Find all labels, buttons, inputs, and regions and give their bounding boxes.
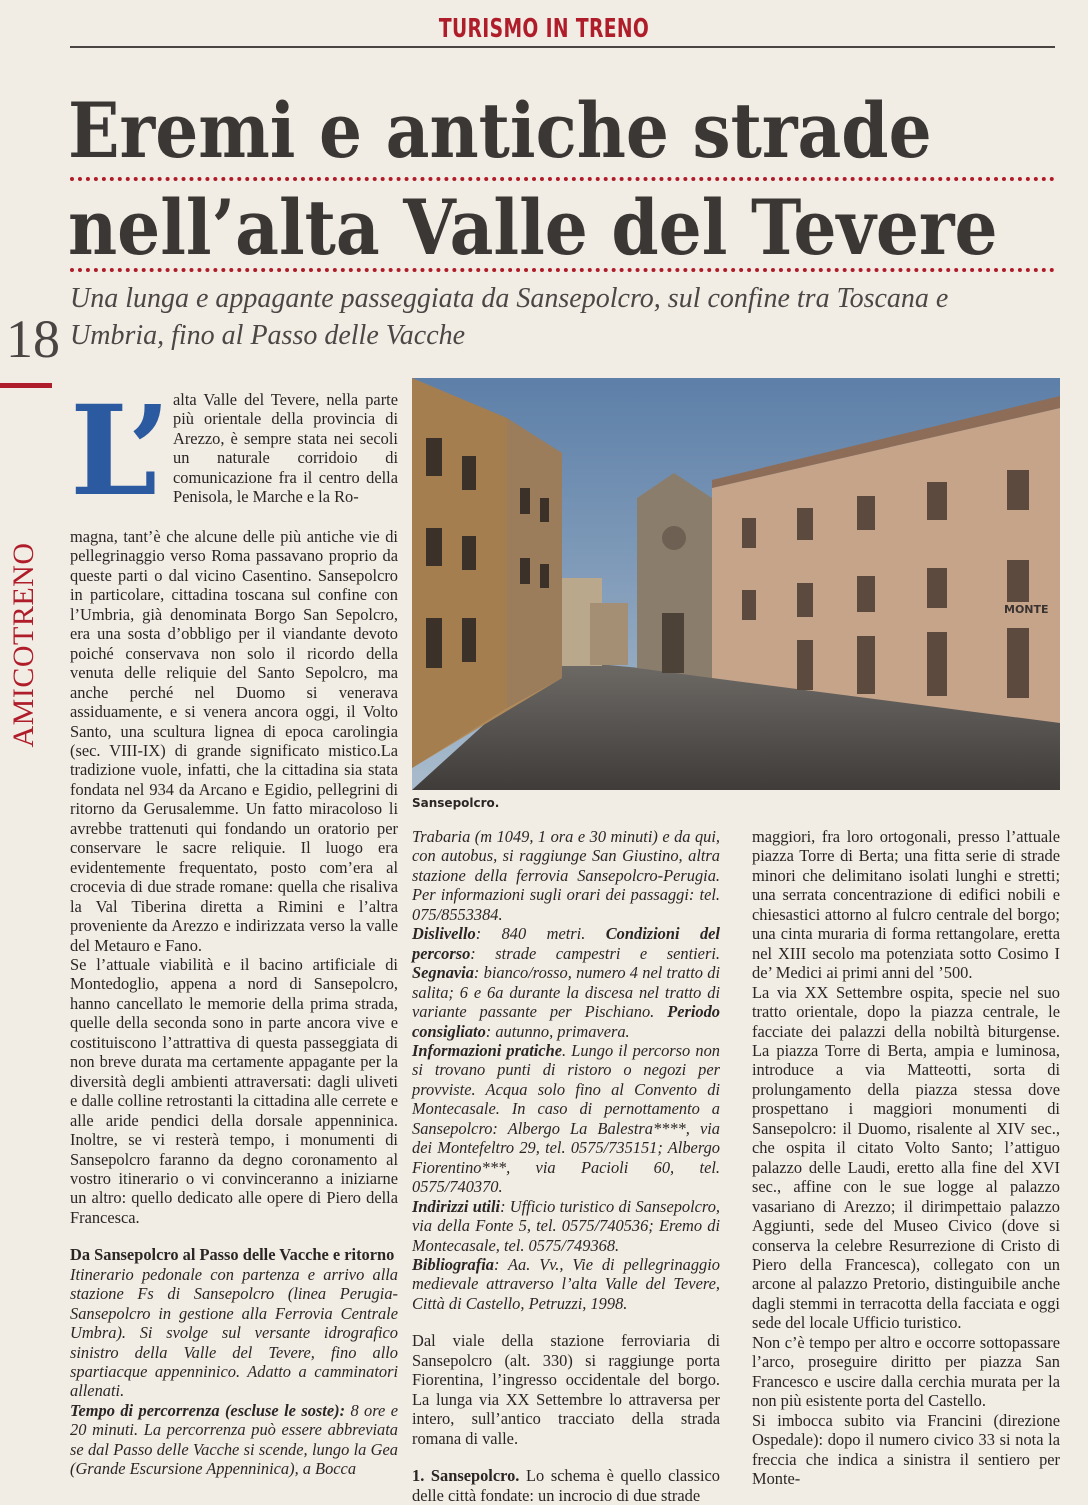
section-title: TURISMO IN TRENO — [438, 14, 650, 44]
intro-paragraph-2: Se l’attuale viabilità e il bacino artificiale di Montedoglio, appena a nord di Sansepolcro, hanno cancellato le memorie della prima strada, quelle della seconda sono in parte ancora vive e costituiscono l’attrattiva di questa passeggiata di non breve durata ma certamente appagante per la diversità degli ambienti attraversati: dagli uliveti e dalle colline retrostanti la cittadina alle cerrete e alle aride pendici della dorsale appenninica. Inoltre, se vi resterà tempo, i monumenti di Sansepolcro faranno da degno coronamento al vostro itinerario o vi convinceranno a iniziarne un altro: quello dedicato alle opere di Piero della Francesca. — [70, 954, 398, 1227]
time-label: Tempo di percorrenza (escluse le soste): — [70, 1400, 346, 1420]
signs-label: Segnavia — [412, 963, 474, 983]
info-text: . Lungo il percorso non si trovano punti di ristoro o negozi per provviste. Acqua solo fino al Convento di Montecasale. In caso di pernottamento a Sansepolcro: Albergo La Balestra****, via dei Montefeltro 29, tel. 0575/735151; Albergo Fiorentino***, via Pacioli 60, tel. 0575/740370. — [412, 1040, 720, 1197]
signs-text: : bianco/rosso, numero 4 nel tratto di salita; 6 e 6a durante la discesa nel tratto di variante passante per Pischiano. — [412, 963, 720, 1022]
page-number: 18 — [6, 309, 60, 369]
difficulty-info — [412, 924, 720, 1041]
period-text: : autunno, primavera. — [485, 1021, 630, 1041]
addresses-text: : Ufficio turistico di Sansepolcro, via della Fonte 5, tel. 0575/740536; Eremo di Montecasale, tel. 0575/749368. — [412, 1196, 720, 1255]
route-step-1 — [412, 1466, 720, 1505]
drop-cap: L’ — [70, 379, 171, 524]
column-1 — [70, 527, 398, 1479]
conditions-text: : strade campestri e sentieri. — [470, 943, 720, 963]
route-paragraph-5: Si imbocca subito via Francini (direzione Ospedale): dopo il numero civico 33 si nota la freccia che indica a sinistra il sentiero per Monte- — [752, 1410, 1060, 1488]
headline-line-1: Eremi e antiche strade — [68, 86, 932, 175]
useful-addresses — [412, 1197, 720, 1255]
side-label-text: AMICOTRENO — [7, 542, 40, 748]
addresses-label: Indirizzi utili — [412, 1196, 501, 1216]
itinerary-description: Itinerario pedonale con partenza e arrivo alla stazione Fs di Sansepolcro (linea Perugia-Sansepolcro in gestione alla Ferrovia Centrale Umbra). Si svolge sul versante idrografico sinistro della Valle del Tevere, fino allo spartiacque appenninico. Adatto a camminatori allenati. — [70, 1264, 398, 1401]
dotted-divider — [70, 268, 1055, 272]
column-2 — [412, 827, 720, 1505]
route-paragraph-3: La via XX Settembre ospita, specie nel suo tratto orientale, dopo la piazza centrale, le facciate dei palazzi della nobiltà biturgense. La piazza Torre di Berta, ampia e luminosa, introduce a via Matteotti, sorta di prolungamento della piazza stessa dove prospettano i maggiori monumenti di Sansepolcro: il Duomo, risalente al XIV sec., che ospita il citato Volto Santo; l’attiguo palazzo delle Laudi, eretto alla fine del XVI sec., affine con le sue logge al palazzo vasariano di Arezzo; il dirimpettaio palazzo Aggiunti, sede del Museo Civico (dove si conserva la celebre Resurrezione di Cristo di Piero della Francesca), collegato con un arcone al palazzo Pretorio, distinguibile anche dagli stemmi in terracotta della facciata e oggi sede del locale Ufficio turistico. — [752, 982, 1060, 1333]
subtitle: Una lunga e appagante passeggiata da Sansepolcro, sul confine tra Toscana e Umbria, fino al Passo delle Vacche — [70, 283, 949, 351]
bibliography-label: Bibliografia — [412, 1254, 494, 1274]
drop-label: Dislivello — [412, 924, 476, 944]
step-text: Lo schema è quello classico delle città fondate: un incrocio di due strade — [412, 1466, 720, 1505]
itinerary-heading: Da Sansepolcro al Passo delle Vacche e ritorno — [70, 1245, 395, 1265]
bibliography — [412, 1255, 720, 1313]
photo-sansepolcro-street — [412, 378, 1060, 790]
drop-text: : 840 metri. — [475, 924, 606, 944]
intro-lead-text: alta Valle del Tevere, nella parte più orientale della provincia di Arezzo, è sempre stata nei secoli un naturale corridoio di comunicazione fra il centro della Penisola, le Marche e la Ro- — [173, 390, 398, 507]
side-accent-bar — [0, 383, 52, 388]
practical-info — [412, 1041, 720, 1197]
dotted-divider — [70, 177, 1055, 181]
headline-line-2: nell’alta Valle del Tevere — [68, 183, 998, 272]
photo-shop-sign: MONTE — [1004, 603, 1049, 616]
intro-lead — [173, 390, 398, 507]
column-3 — [752, 827, 1060, 1488]
step-label: 1. Sansepolcro. — [412, 1466, 520, 1486]
route-paragraph-4: Non c’è tempo per altro e occorre sottopassare l’arco, proseguire diritto per piazza San Francesco e uscire dalla cerchia murata per la non più esistente porta del Castello. — [752, 1332, 1060, 1411]
street-photo-illustration — [412, 378, 1060, 790]
time-text: 8 ore e 20 minuti. La percorrenza può essere abbreviata se dal Passo delle Vacche si scende, lungo la Gea (Grande Escursione Appenninica), a Bocca — [70, 1400, 398, 1479]
photo-caption: Sansepolcro. — [412, 796, 500, 810]
info-label: Informazioni pratiche — [412, 1040, 562, 1060]
header-rule — [70, 46, 1055, 48]
conditions-label: Condizioni del percorso — [412, 924, 720, 963]
route-paragraph-1: Dal viale della stazione ferroviaria di Sansepolcro (alt. 330) si raggiunge porta Fiorentina, l’ingresso occidentale del borgo. La lunga via XX Settembre lo attraversa per intero, sull’antico tracciato della strada romana di valle. — [412, 1331, 720, 1448]
period-label: Periodo consigliato — [412, 1002, 720, 1041]
time-continuation: Trabaria (m 1049, 1 ora e 30 minuti) e da qui, con autobus, si raggiunge San Giustino, altra stazione della ferrovia Sansepolcro-Perugia. Per informazioni sugli orari dei passaggi: tel. 075/8553384. — [412, 827, 720, 924]
bibliography-text: : Aa. Vv., Vie di pellegrinaggio medievale attraverso l’alta Valle del Tevere, Città di Castello, Petruzzi, 1998. — [412, 1254, 720, 1313]
intro-paragraph-1: magna, tant’è che alcune delle più antiche vie di pellegrinaggio verso Roma passavano proprio da queste parti o dal vicino Casentino. Sansepolcro in particolare, cittadina toscana sul confine con l’Umbria, già denominata Borgo San Sepolcro, era una sosta d’obbligo per il viandante devoto poiché conservava non solo il ricordo della venuta delle reliquie del Santo Sepolcro, ma anche perché nel Duomo si venerava assiduamente, e si venera ancora oggi, il Volto Santo, una scultura lignea di epoca carolingia (sec. VIII-IX) di grande significato mistico.La tradizione vuole, infatti, che la cittadina sia stata fondata nel 934 da Arcano e Egidio, pellegrini di ritorno da Gerusalemme. Un fatto miracoloso li avrebbe trattenuti qui fondando un oratorio per conservare le sacre reliquie. Il luogo era evidentemente frequentato, posto com’era al crocevia di due strade romane: quella che risaliva la Val Tiberina diretta a Rimini e l’altra proveniente da Arezzo e indirizzata verso la valle del Metauro e Fano. — [70, 527, 398, 955]
itinerary-time — [70, 1401, 398, 1479]
route-paragraph-2: maggiori, fra loro ortogonali, presso l’attuale piazza Torre di Berta; una fitta serie di strade minori che delimitano isolati lunghi e stretti; una serrata concentrazione di edifici nobili e chiesastici attorno al fulcro centrale del borgo; una cinta muraria di forma rettangolare, eretta nel XIII secolo ma potenziata sotto Cosimo I de’ Medici ai primi anni del ’500. — [752, 827, 1060, 983]
